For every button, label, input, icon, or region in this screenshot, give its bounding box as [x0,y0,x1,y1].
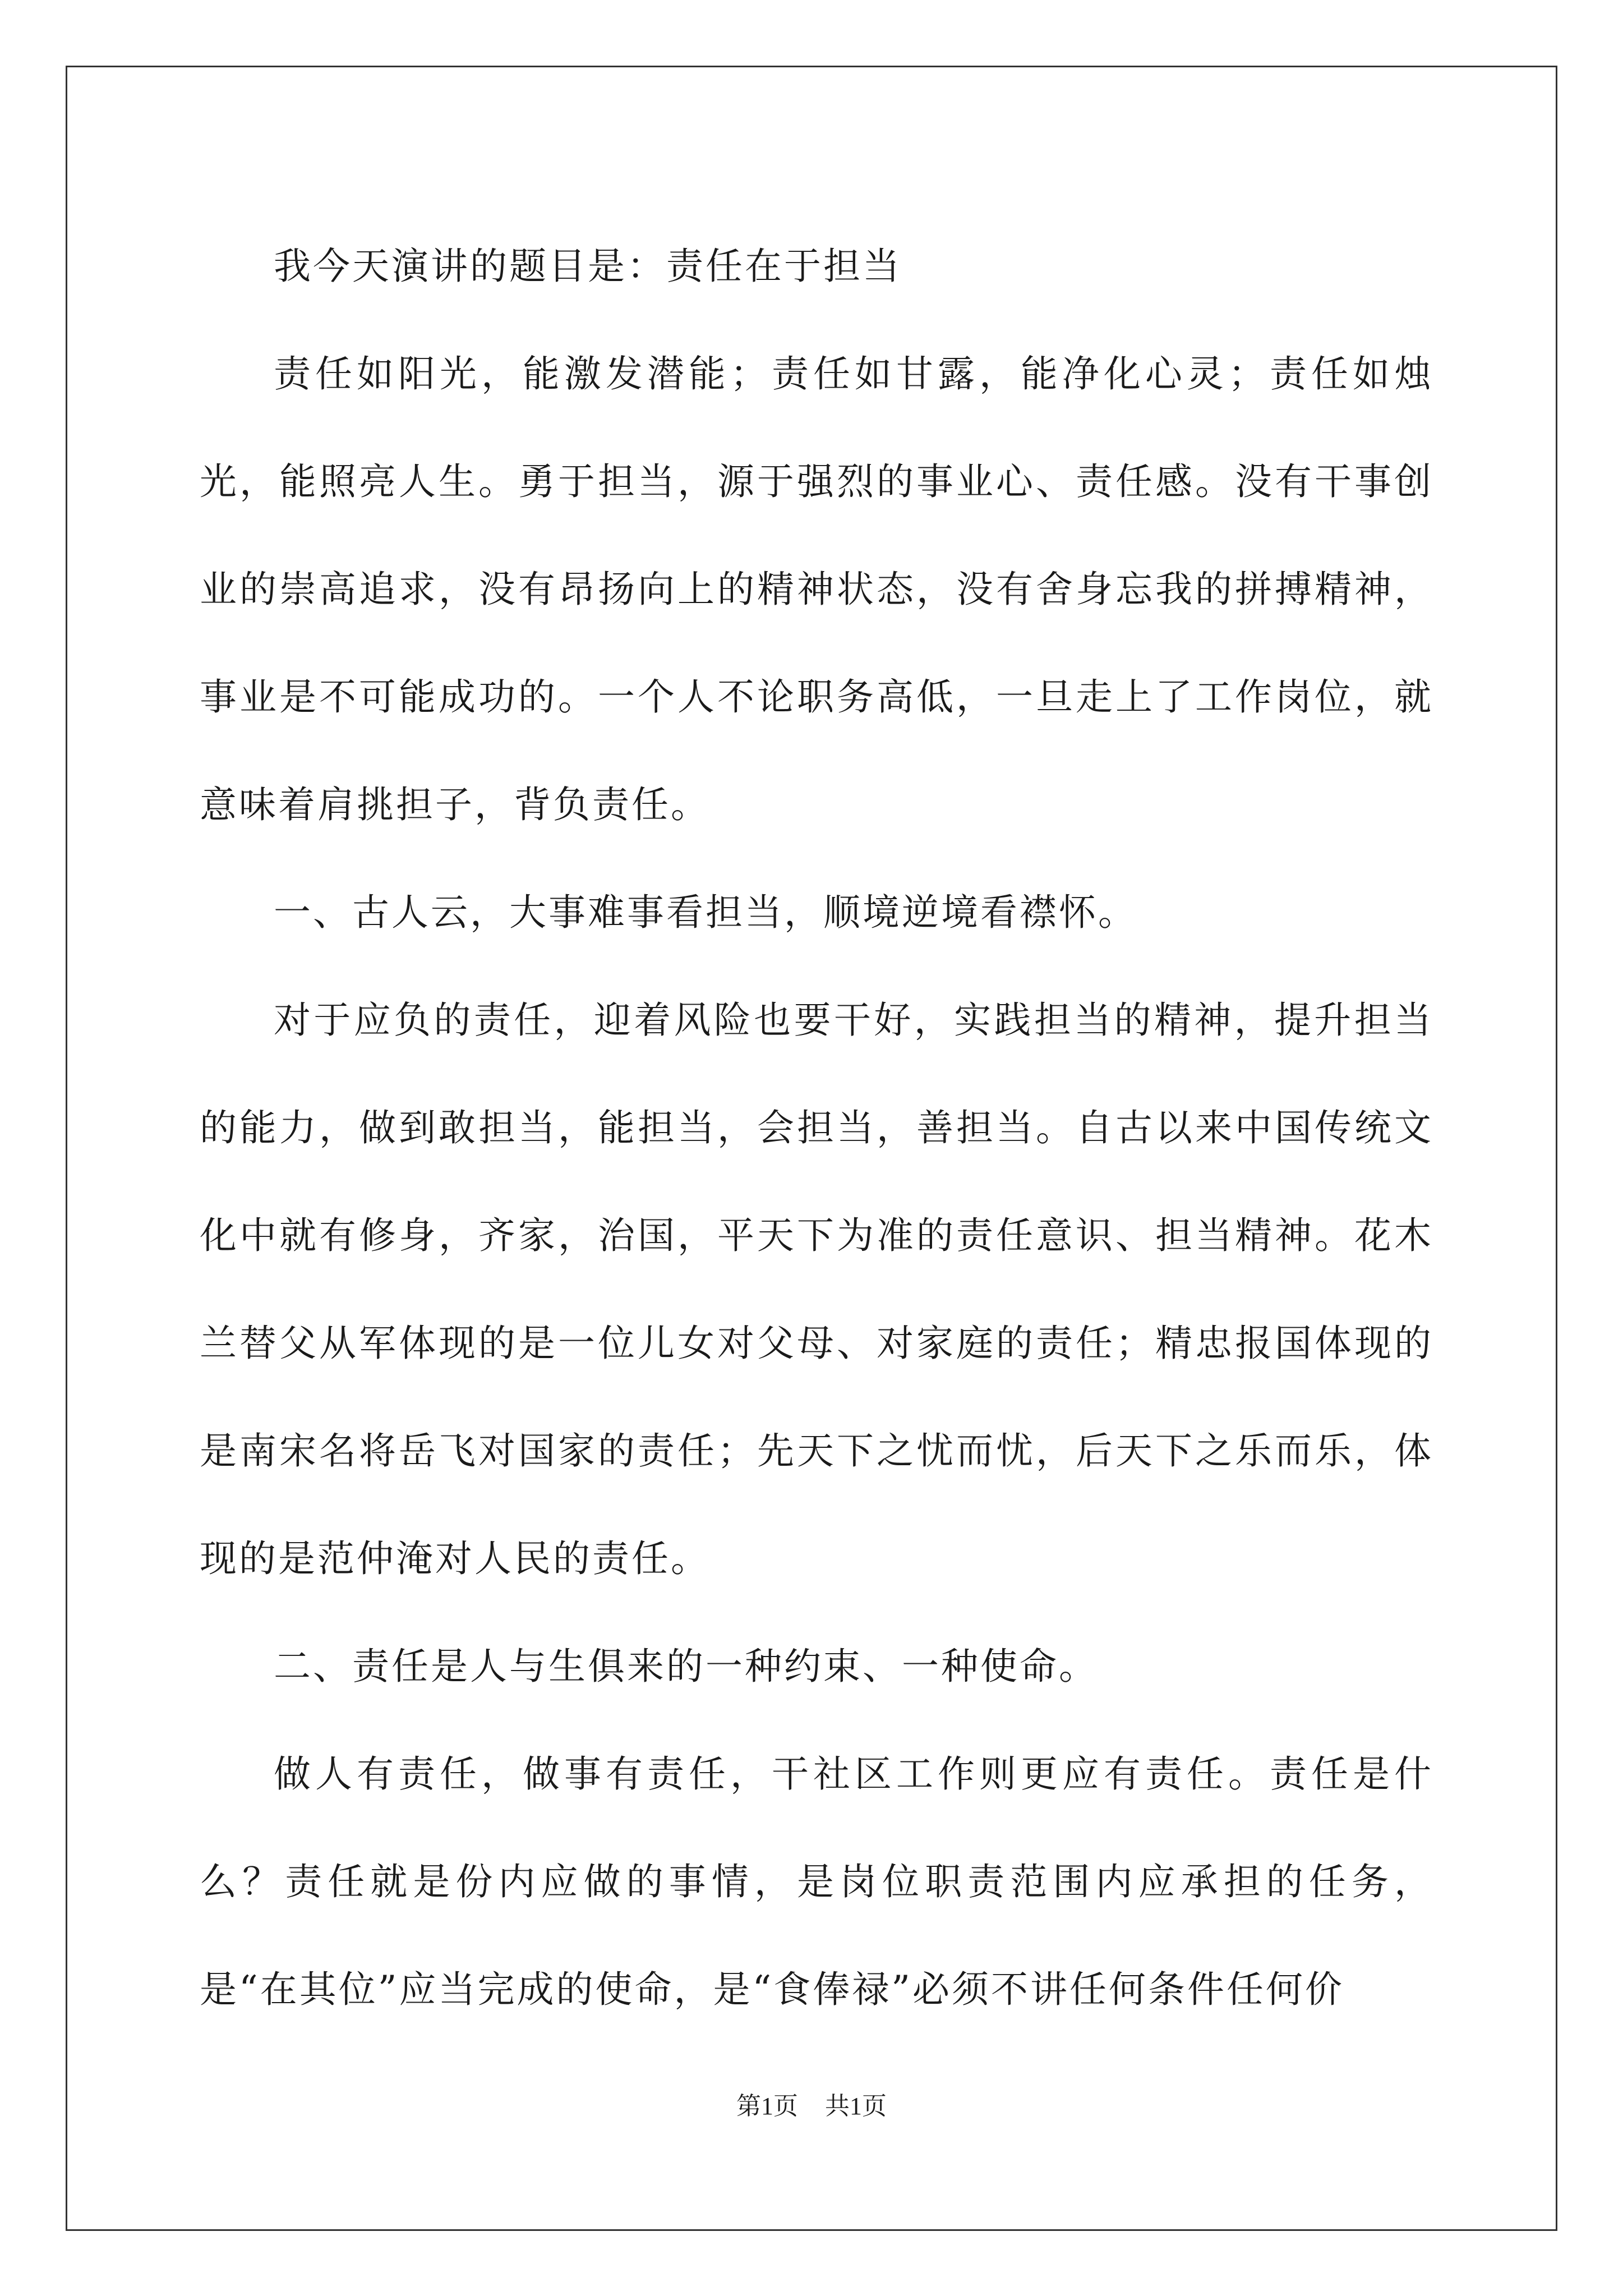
paragraph-title: 我今天演讲的题目是：责任在于担当 [274,245,902,288]
paragraph: 对于应负的责任，迎着风险也要干好，实践担当的精神，提升担当的能力，做到敢担当，能担当，会担当，善担当。自古以来中国传统文化中就有修身，齐家，治国，平天下为准的责任意识、担当精神。花木兰替父从军体现的是一位儿女对父母、对家庭的责任；精忠报国体现的是南宋名将岳飞对国家的责任；先天下之忧而忧，后天下之乐而乐，体现的是范仲淹对人民的责任。 [200,999,1433,1580]
page-footer [0,2090,1623,2123]
page-number-total: 共1页 [825,2092,887,2120]
paragraph: 责任如阳光，能激发潜能；责任如甘露，能净化心灵；责任如烛光，能照亮人生。勇于担当，源于强烈的事业心、责任感。没有干事创业的崇高追求，没有昂扬向上的精神状态，没有舍身忘我的拼搏精神，事业是不可能成功的。一个人不论职务高低，一旦走上了工作岗位，就意味着肩挑担子，背负责任。 [200,352,1433,826]
paragraph-heading-2: 二、责任是人与生俱来的一种约束、一种使命。 [274,1645,1098,1688]
paragraph-heading-1: 一、古人云，大事难事看担当，顺境逆境看襟怀。 [274,891,1137,934]
page-number-current: 第1页 [736,2092,798,2120]
paragraph: 做人有责任，做事有责任，干社区工作则更应有责任。责任是什么？责任就是份内应做的事情，是岗位职责范围内应承担的任务，是“在其位”应当完成的使命，是“食俸禄”必须不讲任何条件任何价 [200,1752,1433,2011]
document-body [200,213,1433,2044]
